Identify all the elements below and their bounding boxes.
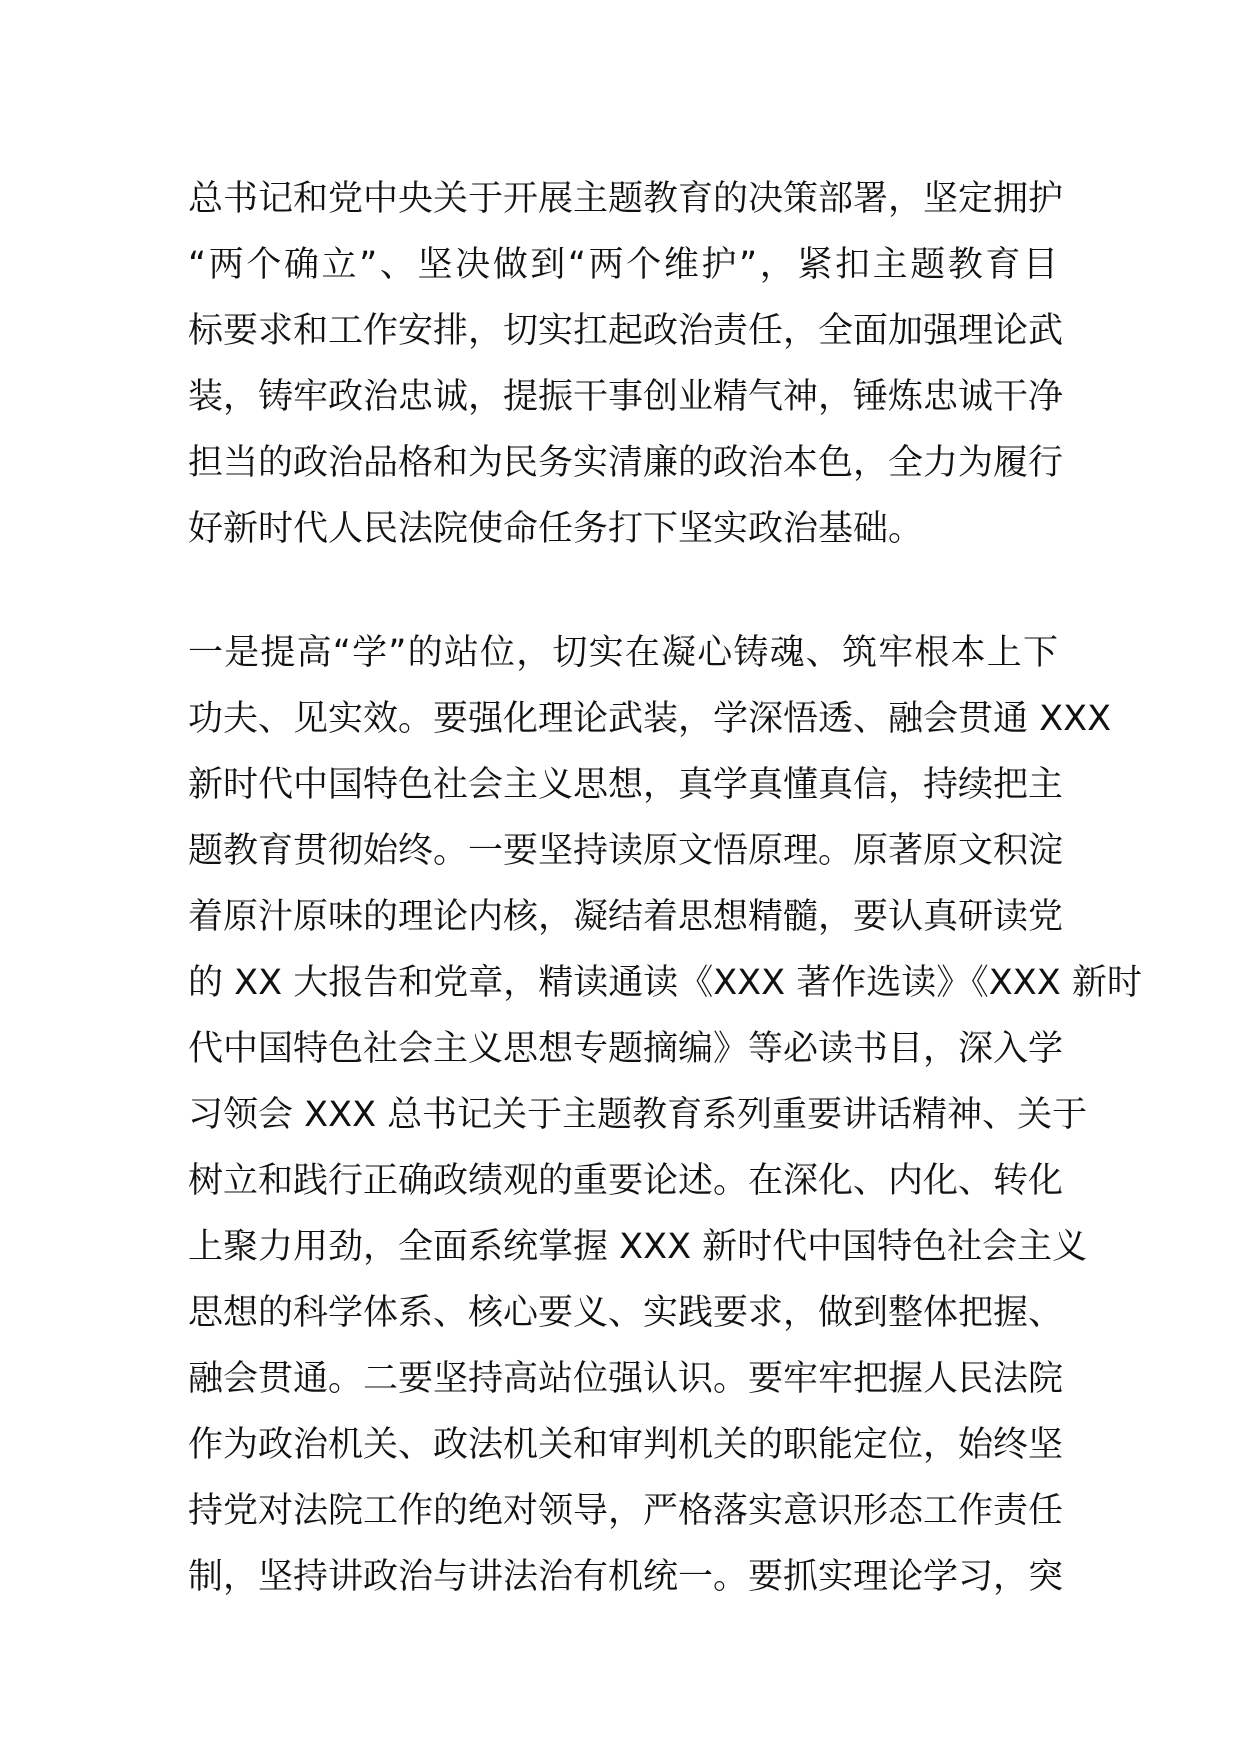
text-line: 习领会 XXX 总书记关于主题教育系列重要讲话精神、关于 — [188, 1095, 1088, 1135]
text-line: 的 XX 大报告和党章，精读通读《XXX 著作选读》《XXX 新时 — [188, 963, 1142, 1003]
paragraph — [188, 166, 1064, 562]
text-line: 一是提高“学”的站位，切实在凝心铸魂、筑牢根本上下 — [188, 633, 1058, 673]
text-line: 功夫、见实效。要强化理论武装，学深悟透、融会贯通 XXX — [188, 699, 1112, 739]
text-line: 担当的政治品格和为民务实清廉的政治本色，全力为履行 — [188, 443, 1064, 483]
paragraph — [188, 620, 1142, 1610]
text-line: 融会贯通。二要坚持高站位强认识。要牢牢把握人民法院 — [188, 1359, 1064, 1399]
text-line: 代中国特色社会主义思想专题摘编》等必读书目，深入学 — [188, 1029, 1064, 1069]
text-line: 制，坚持讲政治与讲法治有机统一。要抓实理论学习，突 — [188, 1557, 1064, 1597]
text-line: 思想的科学体系、核心要义、实践要求，做到整体把握、 — [188, 1293, 1064, 1333]
text-line: 新时代中国特色社会主义思想，真学真懂真信，持续把主 — [188, 765, 1064, 805]
text-line: 上聚力用劲，全面系统掌握 XXX 新时代中国特色社会主义 — [188, 1227, 1088, 1267]
text-line: 标要求和工作安排，切实扛起政治责任，全面加强理论武 — [188, 311, 1064, 351]
text-line: 题教育贯彻始终。一要坚持读原文悟原理。原著原文积淀 — [188, 831, 1064, 871]
text-line: 好新时代人民法院使命任务打下坚实政治基础。 — [188, 509, 924, 549]
text-line: 树立和践行正确政绩观的重要论述。在深化、内化、转化 — [188, 1161, 1064, 1201]
text-line: 作为政治机关、政法机关和审判机关的职能定位，始终坚 — [188, 1425, 1064, 1465]
text-line: 总书记和党中央关于开展主题教育的决策部署，坚定拥护 — [188, 179, 1064, 219]
text-line: 装，铸牢政治忠诚，提振干事创业精气神，锤炼忠诚干净 — [188, 377, 1064, 417]
text-line: “两个确立”、坚决做到“两个维护”，紧扣主题教育目 — [188, 245, 1058, 285]
text-line: 持党对法院工作的绝对领导，严格落实意识形态工作责任 — [188, 1491, 1064, 1531]
text-line: 着原汁原味的理论内核，凝结着思想精髓，要认真研读党 — [188, 897, 1064, 937]
